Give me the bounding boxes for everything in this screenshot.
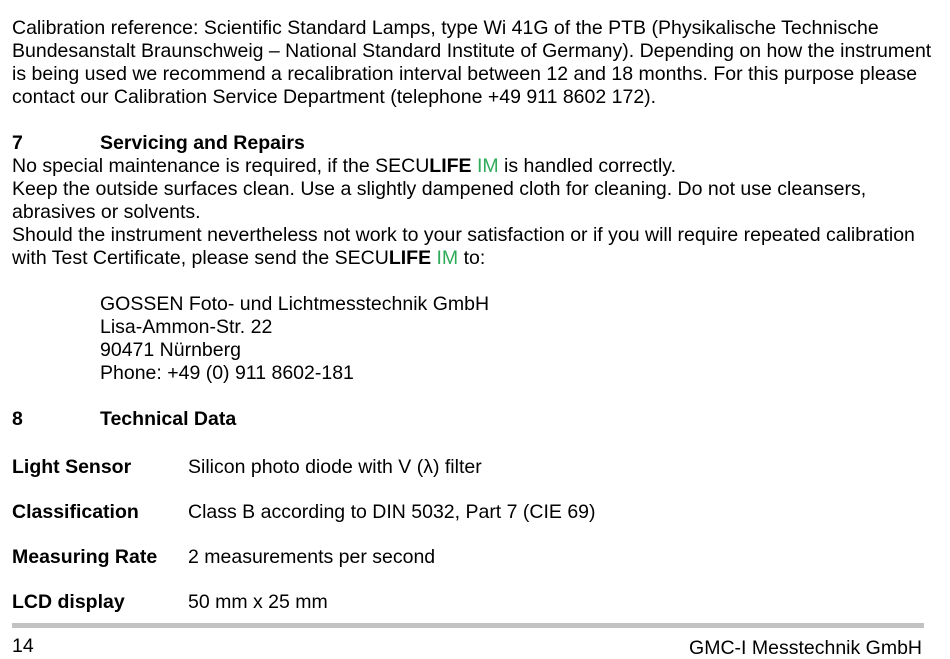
spec-table	[12, 456, 937, 614]
page-number: 14	[12, 635, 34, 657]
spacer	[12, 385, 937, 408]
spacer	[12, 270, 937, 293]
spec-label: LCD display	[12, 591, 125, 613]
section-number: 7	[12, 132, 23, 154]
repair-sentence	[12, 224, 937, 270]
spec-label: Classification	[12, 501, 139, 523]
spec-row	[12, 546, 937, 569]
spacer	[12, 109, 937, 132]
manual-page	[12, 17, 937, 636]
footer-divider	[12, 623, 924, 628]
maintenance-text-end: is handled correctly.	[498, 155, 677, 177]
footer-company-name: GMC-I Messtechnik GmbH	[689, 637, 922, 659]
spec-value: 2 measurements per second	[188, 546, 436, 568]
product-model: IM	[431, 247, 459, 269]
section-title: Technical Data	[100, 408, 237, 430]
spacer	[12, 431, 937, 456]
repair-text-end: to:	[458, 247, 486, 269]
section-number: 8	[12, 408, 23, 430]
section-title: Servicing and Repairs	[100, 132, 305, 154]
product-name-bold: LIFE	[429, 155, 472, 177]
repair-text-start: Should the instrument nevertheless not work to your satisfaction or if you will require repeated calibration with Test Certificate, please send the SECU	[12, 224, 915, 269]
maintenance-text-start: No special maintenance is required, if the SECU	[12, 155, 430, 177]
spec-label: Light Sensor	[12, 456, 132, 478]
spec-row	[12, 591, 937, 614]
section-7-heading	[12, 132, 937, 155]
calibration-paragraph: Calibration reference: Scientific Standard Lamps, type Wi 41G of the PTB (Physikalische Technische Bundesanstalt Braunschweig – National Standard Institute of Germany). Depending on how the instrument is being used we recommend a recalibration interval between 12 and 18 months. For this purpose please contact our Calibration Service Department (telephone +49 911 8602 172).	[12, 17, 932, 108]
section-8-heading	[12, 408, 937, 431]
address-street: Lisa-Ammon-Str. 22	[100, 316, 273, 338]
service-address	[12, 293, 937, 385]
cleaning-instructions: Keep the outside surfaces clean. Use a slightly dampened cloth for cleaning. Do not use cleansers, abrasives or solvents.	[12, 178, 867, 223]
spec-value: Silicon photo diode with V (λ) filter	[188, 456, 482, 478]
product-name-bold: LIFE	[388, 247, 432, 269]
spec-value: Class B according to DIN 5032, Part 7 (CIE 69)	[188, 501, 596, 523]
spec-row	[12, 456, 937, 479]
address-company: GOSSEN Foto- und Lichtmesstechnik GmbH	[100, 293, 490, 315]
address-city: 90471 Nürnberg	[100, 339, 241, 361]
maintenance-sentence	[12, 155, 937, 178]
spec-label: Measuring Rate	[12, 546, 158, 568]
address-phone: Phone: +49 (0) 911 8602-181	[100, 362, 354, 384]
spec-row	[12, 501, 937, 524]
product-model: IM	[471, 155, 499, 177]
spec-value: 50 mm x 25 mm	[188, 591, 328, 613]
